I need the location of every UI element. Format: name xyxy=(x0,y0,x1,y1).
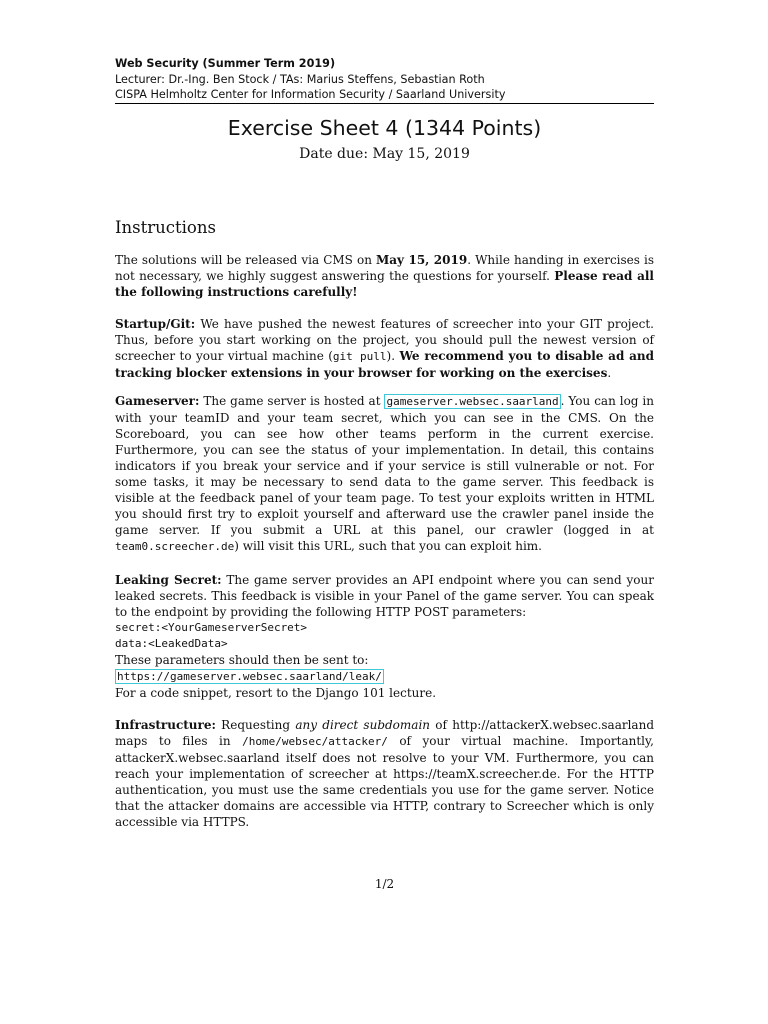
course-institution: CISPA Helmholtz Center for Information Security / Saarland University xyxy=(115,88,506,101)
course-header xyxy=(115,56,655,103)
course-staff: Lecturer: Dr.-Ing. Ben Stock / TAs: Marius Steffens, Sebastian Roth xyxy=(115,72,485,86)
gameserver-link[interactable]: gameserver.websec.saarland xyxy=(386,395,559,408)
section-heading: Instructions xyxy=(115,218,216,237)
startup-label: Startup/Git: xyxy=(115,317,196,331)
leaking-label: Leaking Secret: xyxy=(115,573,222,587)
page-number: 1/2 xyxy=(374,877,395,891)
param-secret: secret:<YourGameserverSecret> xyxy=(115,621,308,634)
gameserver-label: Gameserver: xyxy=(115,394,200,408)
leaking-paragraph: Leaking Secret: The game server provides an API endpoint where you can send your leaked secrets. This feedback is visible in your Panel of the game server. You can speak to the endpoint by providing the following HTTP POST parameters: secret:<YourGameserverSecret> data:<LeakedData> These parameters should then be sent to: https://gameserver.websec.saarland/leak/ For a code snippet, resort to the Django 101 lecture. xyxy=(115,573,654,700)
infrastructure-label: Infrastructure: xyxy=(115,718,216,732)
crawler-host-code: team0.screecher.de xyxy=(115,540,235,553)
git-pull-code: git pull xyxy=(332,350,387,363)
header-divider xyxy=(115,103,654,104)
attacker-path-code: /home/websec/attacker/ xyxy=(242,735,388,748)
intro-paragraph: The solutions will be released via CMS on May 15, 2019. While handing in exercises is not necessary, we highly suggest answering the questions for yourself. Please read all the following instructions carefully! xyxy=(115,253,654,299)
infrastructure-paragraph: Infrastructure: Requesting any direct subdomain of http://attackerX.websec.saarland maps to files in /home/websec/attacker/ of your virtual machine. Importantly, attackerX.websec.saarland itself does not resolve to your VM. Furthermore, you can reach your implementation of screecher at https://teamX.screecher.de. For the HTTP authentication, you must use the same credentials you use for the game server. Notice that the attacker domains are accessible via HTTP, contrary to Screecher which is only accessible via HTTPS. xyxy=(115,718,655,829)
leak-endpoint-link[interactable]: https://gameserver.websec.saarland/leak/ xyxy=(117,670,382,683)
param-data: data:<LeakedData> xyxy=(115,637,228,650)
date-due: Date due: May 15, 2019 xyxy=(299,146,470,162)
gameserver-paragraph: Gameserver: The game server is hosted at gameserver.websec.saarland . You can log in with your teamID and your team secret, which you can see in the CMS. On the Scoreboard, you can see how other teams perform in the current exercise. Furthermore, you can see the status of your implementation. In detail, this contains indicators if you break your service and if your service is still vulnerable or not. For some tasks, it may be necessary to send data to the game server. This feedback is visible at the feedback panel of your team page. To test your exploits written in HTML you should first try to exploit yourself and afterward use the crawler panel inside the game server. If you submit a URL at this panel, our crawler (logged in at team0.screecher.de) will visit this URL, such that you can exploit him. xyxy=(115,394,654,553)
course-title: Web Security (Summer Term 2019) xyxy=(115,57,336,70)
startup-paragraph: Startup/Git: We have pushed the newest features of screecher into your GIT project. Thus, before you start working on the project, you should pull the newest version of screecher to your virtual machine (git pull). We recommend you to disable ad and tracking blocker extensions in your browser for working on the exercises. xyxy=(115,317,655,380)
sheet-title: Exercise Sheet 4 (1344 Points) xyxy=(227,116,542,140)
